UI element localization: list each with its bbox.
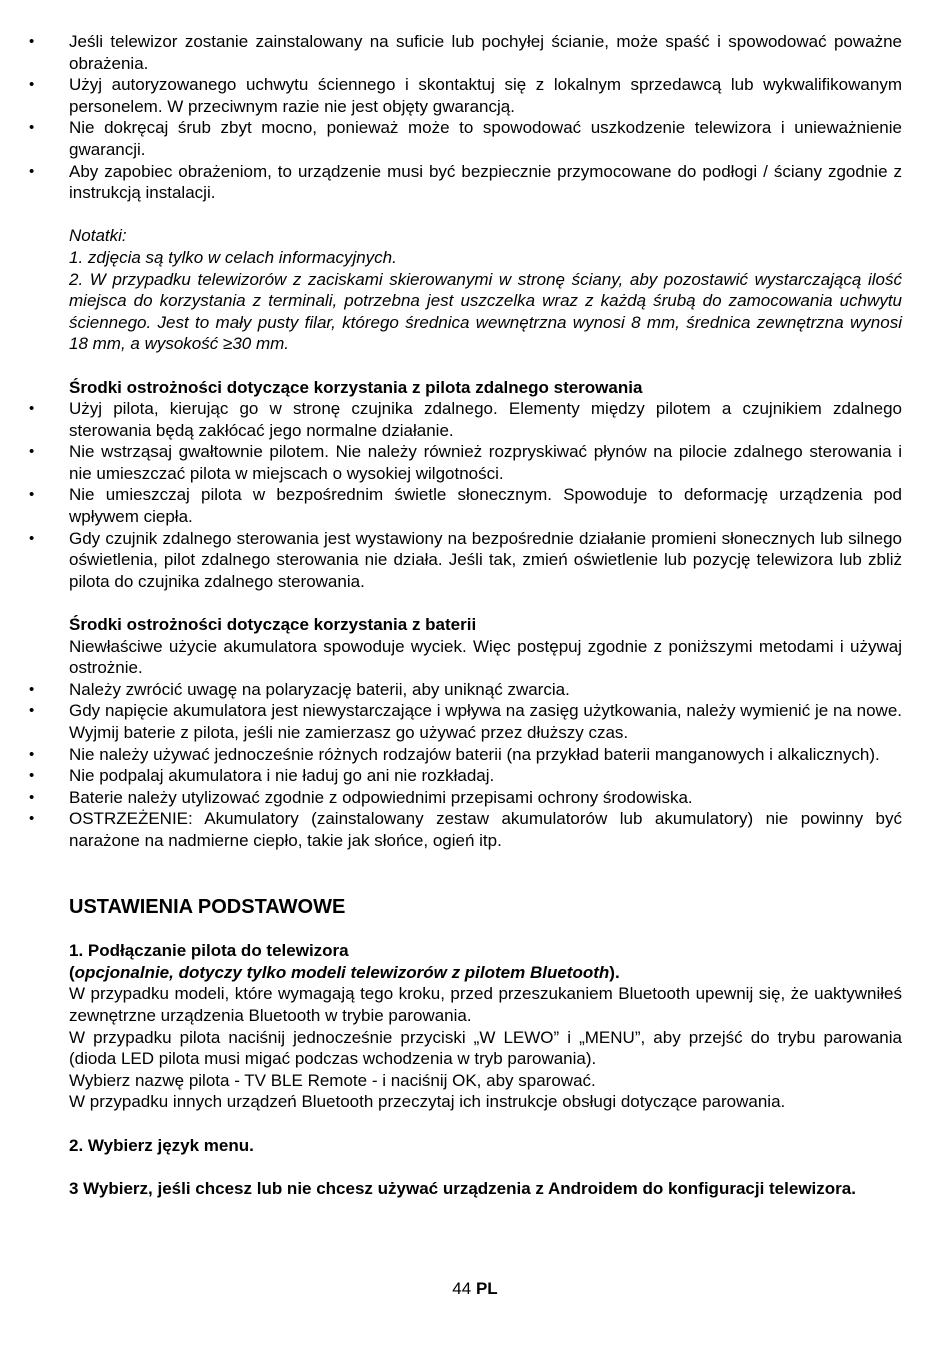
notes-title: Notatki: (69, 226, 127, 246)
list-item: • Nie umieszczaj pilota w bezpośrednim świetle słonecznym. Spowoduje to deformację urządzenia pod wpływem ciepła. (69, 484, 902, 527)
page-number: 44 (452, 1279, 472, 1298)
list-item: • Gdy czujnik zdalnego sterowania jest wystawiony na bezpośrednie działanie promieni słonecznych lub silnego oświetlenia, pilot zdalnego sterowania nie działa. Jeśli tak, zmień oświetlenie lub pozycję telewizora lub zbliż pilota do czujnika zdalnego sterowania. (69, 528, 902, 593)
step-1-title: 1. Podłączanie pilota do telewizora (69, 941, 349, 961)
list-item: • Nie dokręcaj śrub zbyt mocno, ponieważ może to spowodować uszkodzenie telewizora i unieważnienie gwarancji. (69, 117, 902, 160)
step-1-paragraph-4: W przypadku innych urządzeń Bluetooth przeczytaj ich instrukcje obsługi dotyczące parowania. (69, 1092, 786, 1112)
page-footer (0, 1278, 950, 1300)
step-1-subtitle: (opcjonalnie, dotyczy tylko modeli telewizorów z pilotem Bluetooth). (69, 962, 620, 982)
basic-settings-heading: USTAWIENIA PODSTAWOWE (69, 895, 346, 918)
step-1-paragraph-2: W przypadku pilota naciśnij jednocześnie przyciski „W LEWO” i „MENU”, aby przejść do trybu parowania (dioda LED pilota musi migać podczas wchodzenia w tryb parowania). (69, 1027, 902, 1069)
remote-heading: Środki ostrożności dotyczące korzystania z pilota zdalnego sterowania (69, 377, 643, 397)
language-code: PL (475, 1279, 498, 1298)
step-1-paragraph-1: W przypadku modeli, które wymagają tego kroku, przed przeszukaniem Bluetooth upewnij się, że uaktywniłeś zewnętrzne urządzenia Bluetooth w trybie parowania. (69, 984, 902, 1025)
list-item: • Nie wstrząsaj gwałtownie pilotem. Nie należy również rozpryskiwać płynów na pilocie zdalnego sterowania i nie umieszczać pilota w miejscach o wysokiej wilgotności. (69, 441, 902, 484)
list-item: • Aby zapobiec obrażeniom, to urządzenie musi być bezpiecznie przymocowane do podłogi / ściany zgodnie z instrukcją instalacji. (69, 161, 902, 204)
notes-block (69, 225, 902, 355)
basic-settings-section (69, 895, 902, 1200)
step-1-paragraph-3: Wybierz nazwę pilota - TV BLE Remote - i naciśnij OK, aby sparować. (69, 1070, 596, 1090)
bullet-list-mounting (69, 31, 902, 204)
notes-line-1: 1. zdjęcia są tylko w celach informacyjnych. (69, 247, 397, 267)
list-item: • Użyj autoryzowanego uchwytu ściennego i skontaktuj się z lokalnym sprzedawcą lub wykwalifikowanym personelem. W przeciwnym razie nie jest objęty gwarancją. (69, 74, 902, 117)
list-item: • Jeśli telewizor zostanie zainstalowany na suficie lub pochyłej ścianie, może spaść i spowodować poważne obrażenia. (69, 31, 902, 74)
notes-line-2: 2. W przypadku telewizorów z zaciskami skierowanymi w stronę ściany, aby pozostawić wystarczającą ilość miejsca do korzystania z terminali, potrzebna jest uszczelka wraz z każdą śrubą do zamocowania uchwytu ściennego. Jest to mały pusty filar, którego średnica wewnętrzna wynosi 8 mm, średnica zewnętrzna wynosi 18 mm, a wysokość ≥30 mm. (69, 269, 902, 354)
remote-precautions-section (69, 377, 902, 593)
content-column (69, 31, 902, 1199)
step-3-title: 3 Wybierz, jeśli chcesz lub nie chcesz używać urządzenia z Androidem do konfiguracji telewizora. (69, 1178, 856, 1198)
battery-intro: Niewłaściwe użycie akumulatora spowoduje wyciek. Więc postępuj zgodnie z poniższymi metodami i używaj ostrożnie. (69, 636, 902, 678)
list-item: • Użyj pilota, kierując go w stronę czujnika zdalnego. Elementy między pilotem a czujnikiem zdalnego sterowania będą zakłócać jego normalne działanie. (69, 398, 902, 441)
step-2-title: 2. Wybierz język menu. (69, 1135, 254, 1155)
list-item: • Baterie należy utylizować zgodnie z odpowiednimi przepisami ochrony środowiska. (69, 787, 902, 809)
list-item: • Nie należy używać jednocześnie różnych rodzajów baterii (na przykład baterii manganowych i alkalicznych). (69, 744, 902, 766)
list-item: • Należy zwrócić uwagę na polaryzację baterii, aby uniknąć zwarcia. (69, 679, 902, 701)
battery-heading: Środki ostrożności dotyczące korzystania z baterii (69, 615, 477, 635)
list-item: • OSTRZEŻENIE: Akumulatory (zainstalowany zestaw akumulatorów lub akumulatory) nie powinny być narażone na nadmierne ciepło, takie jak słońce, ogień itp. (69, 808, 902, 851)
battery-precautions-section (69, 614, 902, 852)
list-item: • Gdy napięcie akumulatora jest niewystarczające i wpływa na zasięg użytkowania, należy wymienić je na nowe. Wyjmij baterie z pilota, jeśli nie zamierzasz go używać przez dłuższy czas. (69, 700, 902, 743)
list-item: • Nie podpalaj akumulatora i nie ładuj go ani nie rozkładaj. (69, 765, 902, 787)
